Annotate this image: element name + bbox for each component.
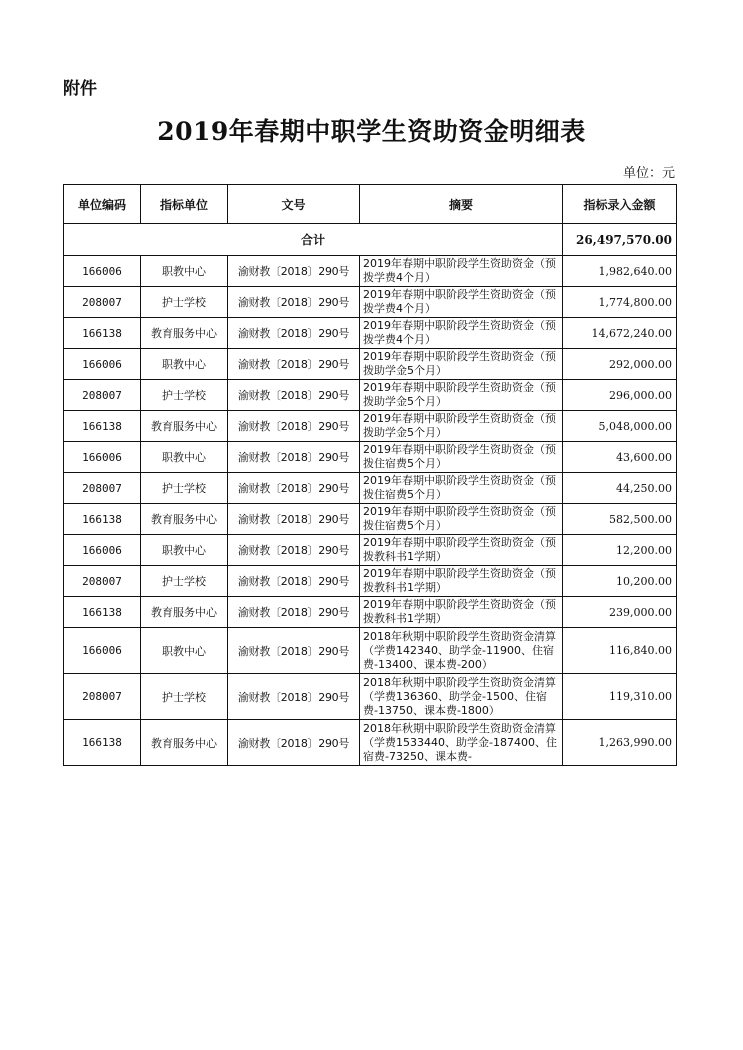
total-row [64,224,677,256]
table-row [64,597,677,628]
table-row [64,349,677,380]
cell-amount: 292,000.00 [563,349,677,380]
cell-unit-code: 166006 [64,349,141,380]
cell-amount: 582,500.00 [563,504,677,535]
cell-doc-number: 渝财教〔2018〕290号 [228,473,360,504]
header-indicator-unit: 指标单位 [141,185,228,224]
cell-indicator-unit: 教育服务中心 [141,504,228,535]
table-row [64,318,677,349]
cell-summary: 2019年春期中职阶段学生资助资金（预拨助学金5个月） [360,349,563,380]
table-row [64,720,677,766]
cell-summary: 2018年秋期中职阶段学生资助资金清算（学费142340、助学金-11900、住宿费-13400、课本费-200） [360,628,563,674]
cell-indicator-unit: 职教中心 [141,442,228,473]
header-row [64,185,677,224]
page-title: 2019年春期中职学生资助资金明细表 [157,117,586,146]
cell-summary: 2019年春期中职阶段学生资助资金（预拨住宿费5个月） [360,504,563,535]
cell-unit-code: 166006 [64,628,141,674]
cell-unit-code: 166138 [64,318,141,349]
cell-amount: 12,200.00 [563,535,677,566]
cell-unit-code: 166138 [64,411,141,442]
cell-summary: 2018年秋期中职阶段学生资助资金清算（学费1533440、助学金-187400、住宿费-73250、课本费- [360,720,563,766]
cell-doc-number: 渝财教〔2018〕290号 [228,566,360,597]
cell-amount: 43,600.00 [563,442,677,473]
cell-indicator-unit: 教育服务中心 [141,318,228,349]
table-row [64,674,677,720]
cell-summary: 2019年春期中职阶段学生资助资金（预拨学费4个月） [360,287,563,318]
cell-summary: 2019年春期中职阶段学生资助资金（预拨住宿费5个月） [360,473,563,504]
cell-indicator-unit: 教育服务中心 [141,720,228,766]
total-label: 合计 [64,224,563,256]
cell-summary: 2019年春期中职阶段学生资助资金（预拨教科书1学期） [360,535,563,566]
cell-doc-number: 渝财教〔2018〕290号 [228,256,360,287]
cell-summary: 2019年春期中职阶段学生资助资金（预拨学费4个月） [360,256,563,287]
cell-doc-number: 渝财教〔2018〕290号 [228,597,360,628]
funding-detail-table [63,184,677,766]
cell-amount: 296,000.00 [563,380,677,411]
table-row [64,287,677,318]
cell-doc-number: 渝财教〔2018〕290号 [228,411,360,442]
table-row [64,256,677,287]
cell-unit-code: 208007 [64,380,141,411]
cell-summary: 2019年春期中职阶段学生资助资金（预拨助学金5个月） [360,411,563,442]
cell-amount: 44,250.00 [563,473,677,504]
cell-indicator-unit: 护士学校 [141,380,228,411]
table-row [64,504,677,535]
cell-unit-code: 208007 [64,473,141,504]
cell-indicator-unit: 护士学校 [141,473,228,504]
cell-summary: 2018年秋期中职阶段学生资助资金清算（学费136360、助学金-1500、住宿费-13750、课本费-1800） [360,674,563,720]
header-summary: 摘要 [360,185,563,224]
cell-unit-code: 166138 [64,597,141,628]
cell-indicator-unit: 护士学校 [141,287,228,318]
header-amount: 指标录入金额 [563,185,677,224]
cell-summary: 2019年春期中职阶段学生资助资金（预拨住宿费5个月） [360,442,563,473]
cell-summary: 2019年春期中职阶段学生资助资金（预拨教科书1学期） [360,597,563,628]
cell-indicator-unit: 护士学校 [141,566,228,597]
cell-summary: 2019年春期中职阶段学生资助资金（预拨学费4个月） [360,318,563,349]
cell-unit-code: 166138 [64,720,141,766]
table-row [64,535,677,566]
table-row [64,411,677,442]
cell-doc-number: 渝财教〔2018〕290号 [228,318,360,349]
header-unit-code: 单位编码 [64,185,141,224]
cell-doc-number: 渝财教〔2018〕290号 [228,720,360,766]
cell-summary: 2019年春期中职阶段学生资助资金（预拨教科书1学期） [360,566,563,597]
cell-doc-number: 渝财教〔2018〕290号 [228,287,360,318]
header-doc-number: 文号 [228,185,360,224]
cell-amount: 116,840.00 [563,628,677,674]
cell-amount: 1,263,990.00 [563,720,677,766]
cell-unit-code: 208007 [64,674,141,720]
cell-amount: 1,774,800.00 [563,287,677,318]
cell-amount: 239,000.00 [563,597,677,628]
cell-unit-code: 166006 [64,256,141,287]
cell-unit-code: 166006 [64,535,141,566]
cell-doc-number: 渝财教〔2018〕290号 [228,674,360,720]
cell-amount: 14,672,240.00 [563,318,677,349]
cell-summary: 2019年春期中职阶段学生资助资金（预拨助学金5个月） [360,380,563,411]
cell-indicator-unit: 教育服务中心 [141,411,228,442]
cell-amount: 10,200.00 [563,566,677,597]
cell-doc-number: 渝财教〔2018〕290号 [228,442,360,473]
table-row [64,473,677,504]
cell-unit-code: 166138 [64,504,141,535]
table-row [64,442,677,473]
unit-note: 单位：元 [622,166,675,181]
cell-indicator-unit: 职教中心 [141,628,228,674]
cell-doc-number: 渝财教〔2018〕290号 [228,504,360,535]
table-row [64,380,677,411]
cell-indicator-unit: 教育服务中心 [141,597,228,628]
cell-indicator-unit: 职教中心 [141,535,228,566]
cell-indicator-unit: 职教中心 [141,349,228,380]
cell-doc-number: 渝财教〔2018〕290号 [228,349,360,380]
cell-doc-number: 渝财教〔2018〕290号 [228,535,360,566]
cell-indicator-unit: 职教中心 [141,256,228,287]
cell-unit-code: 208007 [64,287,141,318]
cell-unit-code: 208007 [64,566,141,597]
cell-doc-number: 渝财教〔2018〕290号 [228,628,360,674]
table-row [64,628,677,674]
cell-unit-code: 166006 [64,442,141,473]
cell-doc-number: 渝财教〔2018〕290号 [228,380,360,411]
table-row [64,566,677,597]
cell-amount: 119,310.00 [563,674,677,720]
cell-indicator-unit: 护士学校 [141,674,228,720]
cell-amount: 1,982,640.00 [563,256,677,287]
total-amount: 26,497,570.00 [563,224,677,256]
cell-amount: 5,048,000.00 [563,411,677,442]
attachment-label: 附件 [63,79,97,99]
